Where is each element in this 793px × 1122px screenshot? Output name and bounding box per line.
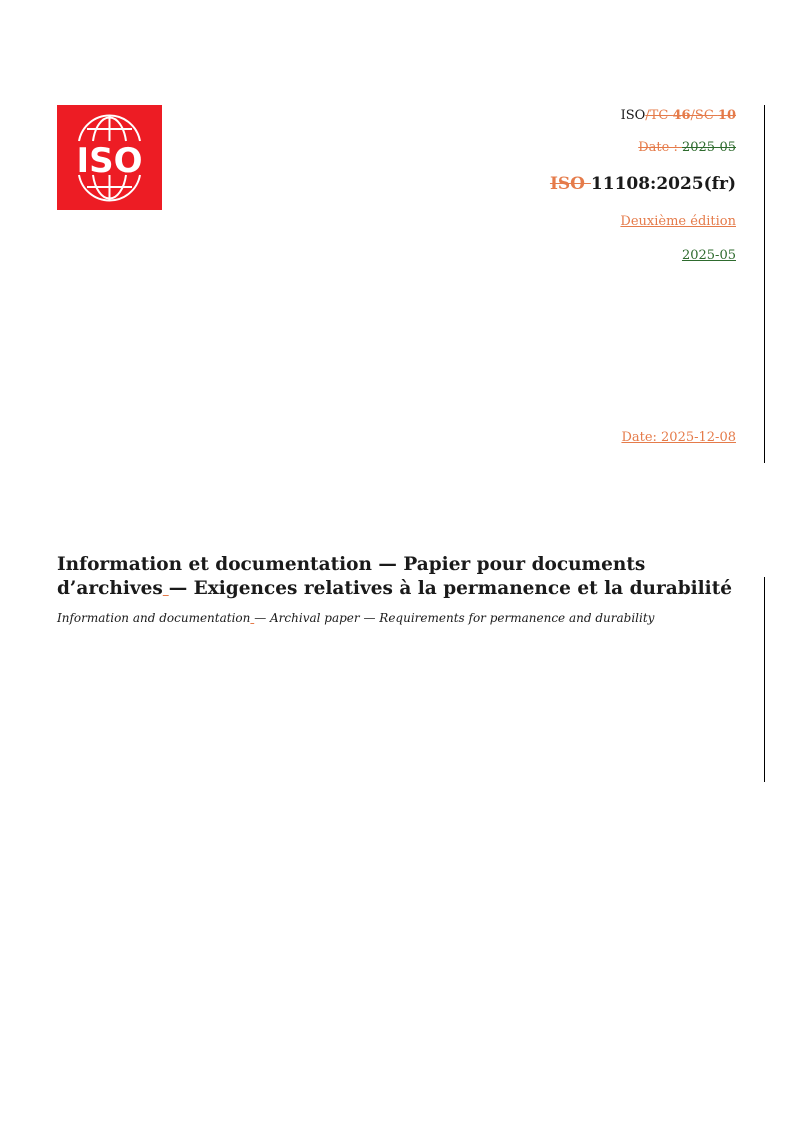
inserted-date-line [621,431,736,444]
deleted-tc: /TC [645,108,673,123]
deleted-date-line [638,141,736,154]
change-bar-title [764,577,765,782]
deleted-tc-number: 46 [672,108,691,123]
french-title-part2: — Exigences relatives à la permanence et la durabilité [168,578,733,599]
committee-line [621,109,736,122]
iso-logo-text: ISO [76,141,143,181]
inserted-date: Date: 2025-12-08 [621,430,736,445]
english-title [57,611,737,627]
deleted-doc-prefix: ISO [549,174,591,194]
edition-line [620,215,736,228]
french-title-part1: Information et documentation — Papier pour documents d’archives [57,554,646,599]
edition-label: Deuxième édition [620,214,736,229]
deleted-sc: /SC [690,108,718,123]
deleted-date-value: 2025-05 [681,140,736,155]
french-title [57,553,737,601]
org-label: ISO [620,108,646,123]
iso-logo-icon [57,105,162,210]
document-number-line [550,176,736,193]
iso-logo [57,105,162,210]
document-number: 11108:2025(fr) [590,174,736,194]
edition-date-line [682,249,736,262]
english-title-part1: Information and documentation [57,611,251,625]
edition-date: 2025-05 [681,248,736,263]
title-block [57,553,737,627]
deleted-date-label: Date : [638,140,682,155]
change-bar-header [764,105,765,463]
english-title-part2: — Archival paper — Requirements for permanence and durability [254,611,655,625]
deleted-sc-number: 10 [717,108,736,123]
